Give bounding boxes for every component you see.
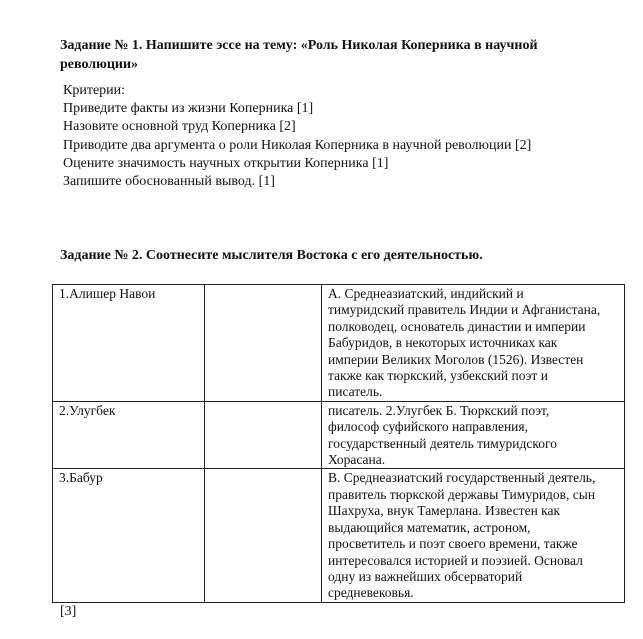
- answer-cell[interactable]: [205, 401, 322, 469]
- criterion: Приводите два аргумента о роли Николая Коперника в научной революции [2]: [63, 137, 532, 153]
- description-line: средневековья.: [328, 585, 414, 601]
- description-cell: [322, 469, 625, 602]
- description-line: В. Среднеазиатский государственный деятель,: [328, 470, 596, 486]
- description-line: А. Среднеазиатский, индийский и: [328, 286, 524, 301]
- description-line: империи Великих Моголов (1526). Известен: [328, 351, 584, 367]
- answer-cell[interactable]: [205, 285, 322, 402]
- task1-title-line: революции»: [60, 57, 139, 72]
- description-cell: [322, 401, 625, 469]
- table-row: [53, 469, 625, 602]
- answer-cell[interactable]: [205, 469, 322, 602]
- thinker-name: 1.Алишер Навои: [53, 285, 205, 402]
- description-line: выдающийся математик, астроном,: [328, 519, 531, 535]
- criterion: Оцените значимость научных открытии Коперника [1]: [63, 155, 389, 171]
- task2-title: Задание № 2. Соотнесите мыслителя Востока с его деятельностью.: [60, 248, 483, 263]
- criterion: Назовите основной труд Коперника [2]: [63, 119, 296, 135]
- description-line: Хорасана.: [328, 452, 386, 468]
- description-line: Шахруха, внук Тамерлана. Известен как: [328, 503, 561, 519]
- description-line: одну из важнейших обсерваторий: [328, 568, 523, 584]
- task1-title-line: Задание № 1. Напишите эссе на тему: «Роль Николая Коперника в научной: [60, 38, 538, 53]
- description-line: интересовался историей и поэзией. Основал: [328, 552, 583, 568]
- description-line: также как тюркский, узбекский поэт и: [328, 368, 548, 384]
- criterion: Приведите факты из жизни Коперника [1]: [63, 101, 314, 117]
- description-line: тимуридский правитель Индии и Афганистана,: [328, 302, 601, 318]
- description-line: полководец, основатель династии и империи: [328, 318, 586, 334]
- criterion: Запишите обоснованный вывод. [1]: [63, 174, 275, 190]
- thinker-name: 2.Улугбек: [53, 401, 205, 469]
- description-line: государственный деятель тимуридского: [328, 435, 557, 451]
- description-line: Бабуридов, в некоторых источниках как: [328, 335, 558, 351]
- description-line: писатель. 2.Улугбек Б. Тюркский поэт,: [328, 402, 550, 418]
- criteria-label: Критерии:: [63, 83, 126, 98]
- task1-title: [60, 36, 538, 74]
- criteria-list: [63, 82, 531, 191]
- description-line: просветитель и поэт своего времени, также: [328, 536, 578, 552]
- table-row: [53, 285, 625, 402]
- task2-score: [3]: [60, 604, 77, 619]
- matching-table: [52, 284, 625, 603]
- description-line: правитель тюркской державы Тимуридов, сын: [328, 486, 596, 502]
- description-cell: [322, 285, 625, 402]
- description-line: писатель.: [328, 384, 383, 400]
- description-line: философ суфийского направления,: [328, 419, 528, 435]
- thinker-name: 3.Бабур: [53, 469, 205, 602]
- table-row: [53, 401, 625, 469]
